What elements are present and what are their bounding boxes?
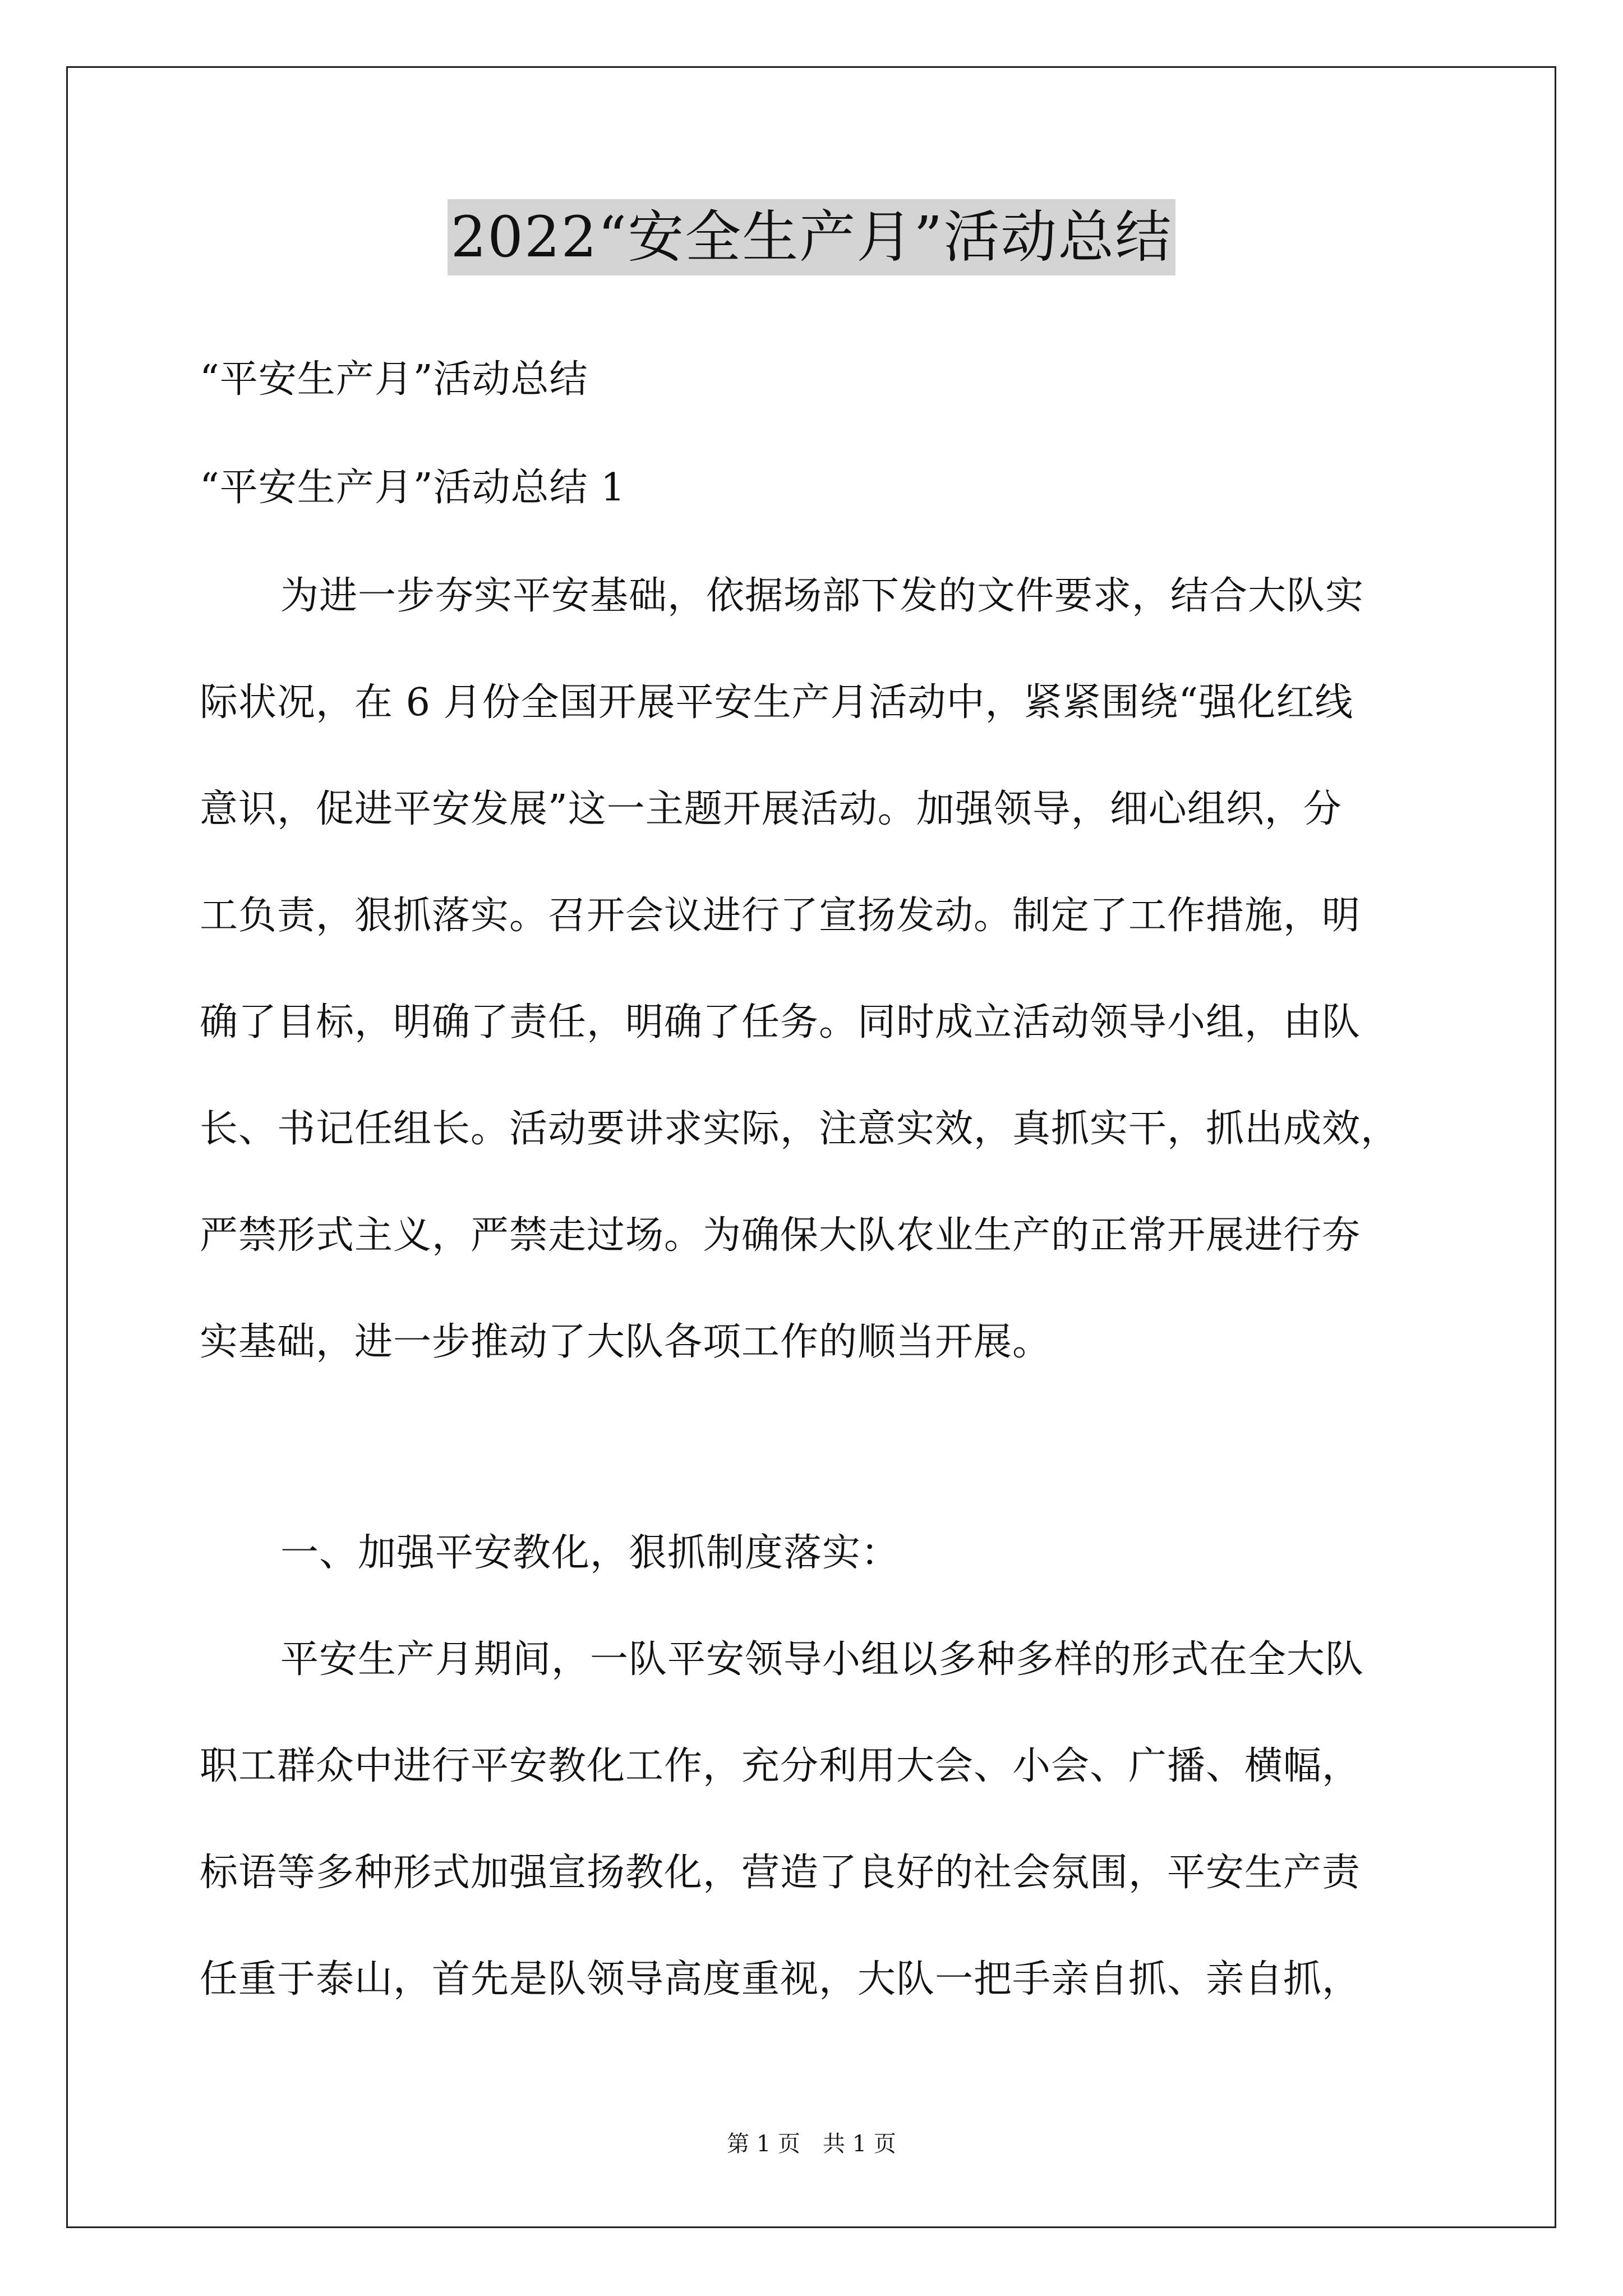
paragraph-2-line: 标语等多种形式加强宣扬教化，营造了良好的社会氛围，平安生产责 [200, 1851, 1361, 1895]
subtitle-2: “平安生产月”活动总结 1 [200, 466, 626, 510]
page-number-footer: 第 1 页 共 1 页 [727, 2131, 896, 2157]
paragraph-1-line: 确了目标，明确了责任，明确了任务。同时成立活动领导小组，由队 [200, 1000, 1361, 1045]
paragraph-1-line: 实基础，进一步推动了大队各项工作的顺当开展。 [200, 1320, 1052, 1364]
paragraph-1-line: 意识，促进平安发展”这一主题开展活动。加强领导，细心组织，分 [200, 787, 1342, 831]
subtitle-1: “平安生产月”活动总结 [200, 357, 588, 402]
paragraph-2-line: 任重于泰山，首先是队领导高度重视，大队一把手亲自抓、亲自抓， [200, 1957, 1361, 2001]
paragraph-1-line: 工负责，狠抓落实。召开会议进行了宣扬发动。制定了工作措施，明 [200, 894, 1361, 938]
paragraph-2-line: 职工群众中进行平安教化工作，充分利用大会、小会、广播、横幅， [200, 1744, 1361, 1788]
paragraph-2-line: 平安生产月期间，一队平安领导小组以多种多样的形式在全大队 [280, 1637, 1364, 1682]
document-title: 2022“安全生产月”活动总结 [448, 199, 1176, 275]
section-heading: 一、加强平安教化，狠抓制度落实： [280, 1531, 900, 1575]
paragraph-1-line: 长、书记任组长。活动要讲求实际，注意实效，真抓实干，抓出成效， [200, 1107, 1400, 1151]
title-container [0, 199, 1623, 275]
paragraph-1-line: 际状况，在 6 月份全国开展平安生产月活动中，紧紧围绕“强化红线 [200, 680, 1354, 725]
paragraph-1-line: 严禁形式主义，严禁走过场。为确保大队农业生产的正常开展进行夯 [200, 1213, 1361, 1258]
paragraph-1-line: 为进一步夯实平安基础，依据场部下发的文件要求，结合大队实 [280, 574, 1364, 618]
